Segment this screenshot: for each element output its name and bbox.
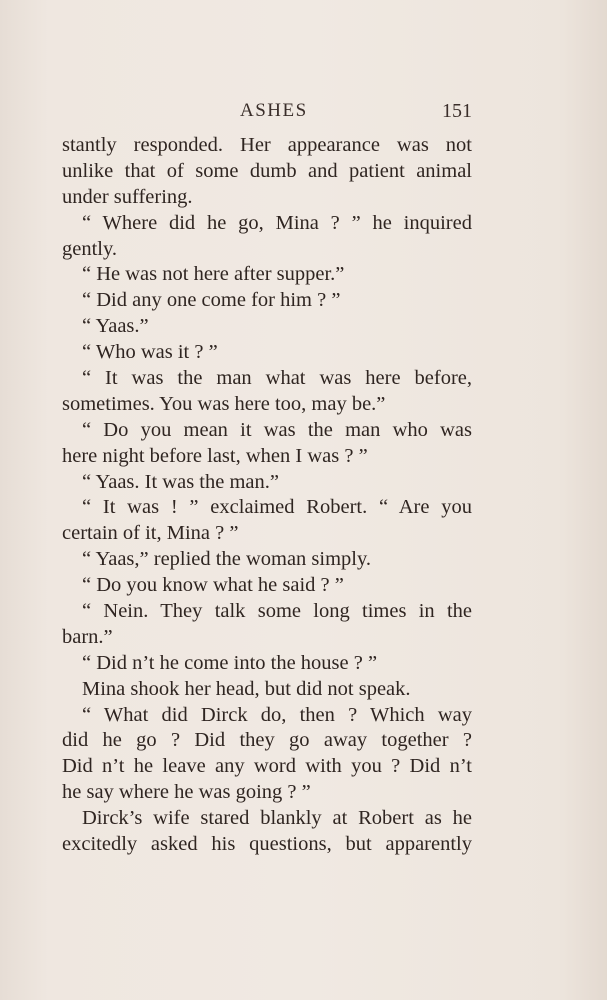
text-line: “ Did any one come for him ? ”: [82, 289, 341, 312]
text-line: “ He was not here after supper.”: [82, 263, 345, 286]
text-line: sometimes. You was here too, may be.”: [62, 392, 386, 415]
text-line: he say where he was going ? ”: [62, 781, 311, 804]
text-line: excitedly asked his questions, but apparently: [62, 833, 472, 856]
text-line: “ Yaas. It was the man.”: [82, 470, 279, 493]
text-line: unlike that of some dumb and patient animal: [62, 159, 472, 182]
text-line: barn.”: [62, 625, 113, 648]
text-line: “ Who was it ? ”: [82, 341, 218, 364]
text-line: Dirck’s wife stared blankly at Robert as he: [82, 807, 472, 830]
text-line: Did n’t he leave any word with you ? Did n’t: [62, 755, 472, 778]
page-header: [62, 100, 472, 130]
text-line: “ Where did he go, Mina ? ” he inquired: [82, 211, 472, 234]
text-line: under suffering.: [62, 185, 193, 208]
page-number: 151: [442, 100, 472, 122]
text-line: “ Do you mean it was the man who was: [82, 418, 472, 441]
text-line: “ Yaas.”: [82, 315, 149, 338]
text-line: “ It was the man what was here before,: [82, 367, 472, 390]
text-line: stantly responded. Her appearance was not: [62, 134, 472, 156]
text-line: Mina shook her head, but did not speak.: [82, 677, 411, 700]
text-line: “ Yaas,” replied the woman simply.: [82, 548, 372, 571]
body-text: [62, 133, 472, 858]
text-line: “ It was ! ” exclaimed Robert. “ Are you: [82, 496, 472, 519]
running-head: ASHES: [240, 100, 308, 121]
text-line: “ Do you know what he said ? ”: [82, 574, 344, 597]
text-line: certain of it, Mina ? ”: [62, 522, 239, 545]
text-line: gently.: [62, 237, 118, 260]
text-line: “ What did Dirck do, then ? Which way: [82, 703, 472, 726]
text-line: “ Nein. They talk some long times in the: [82, 600, 472, 623]
text-line: did he go ? Did they go away together ?: [62, 729, 472, 752]
text-line: “ Did n’t he come into the house ? ”: [82, 651, 378, 674]
text-line: here night before last, when I was ? ”: [62, 444, 368, 467]
